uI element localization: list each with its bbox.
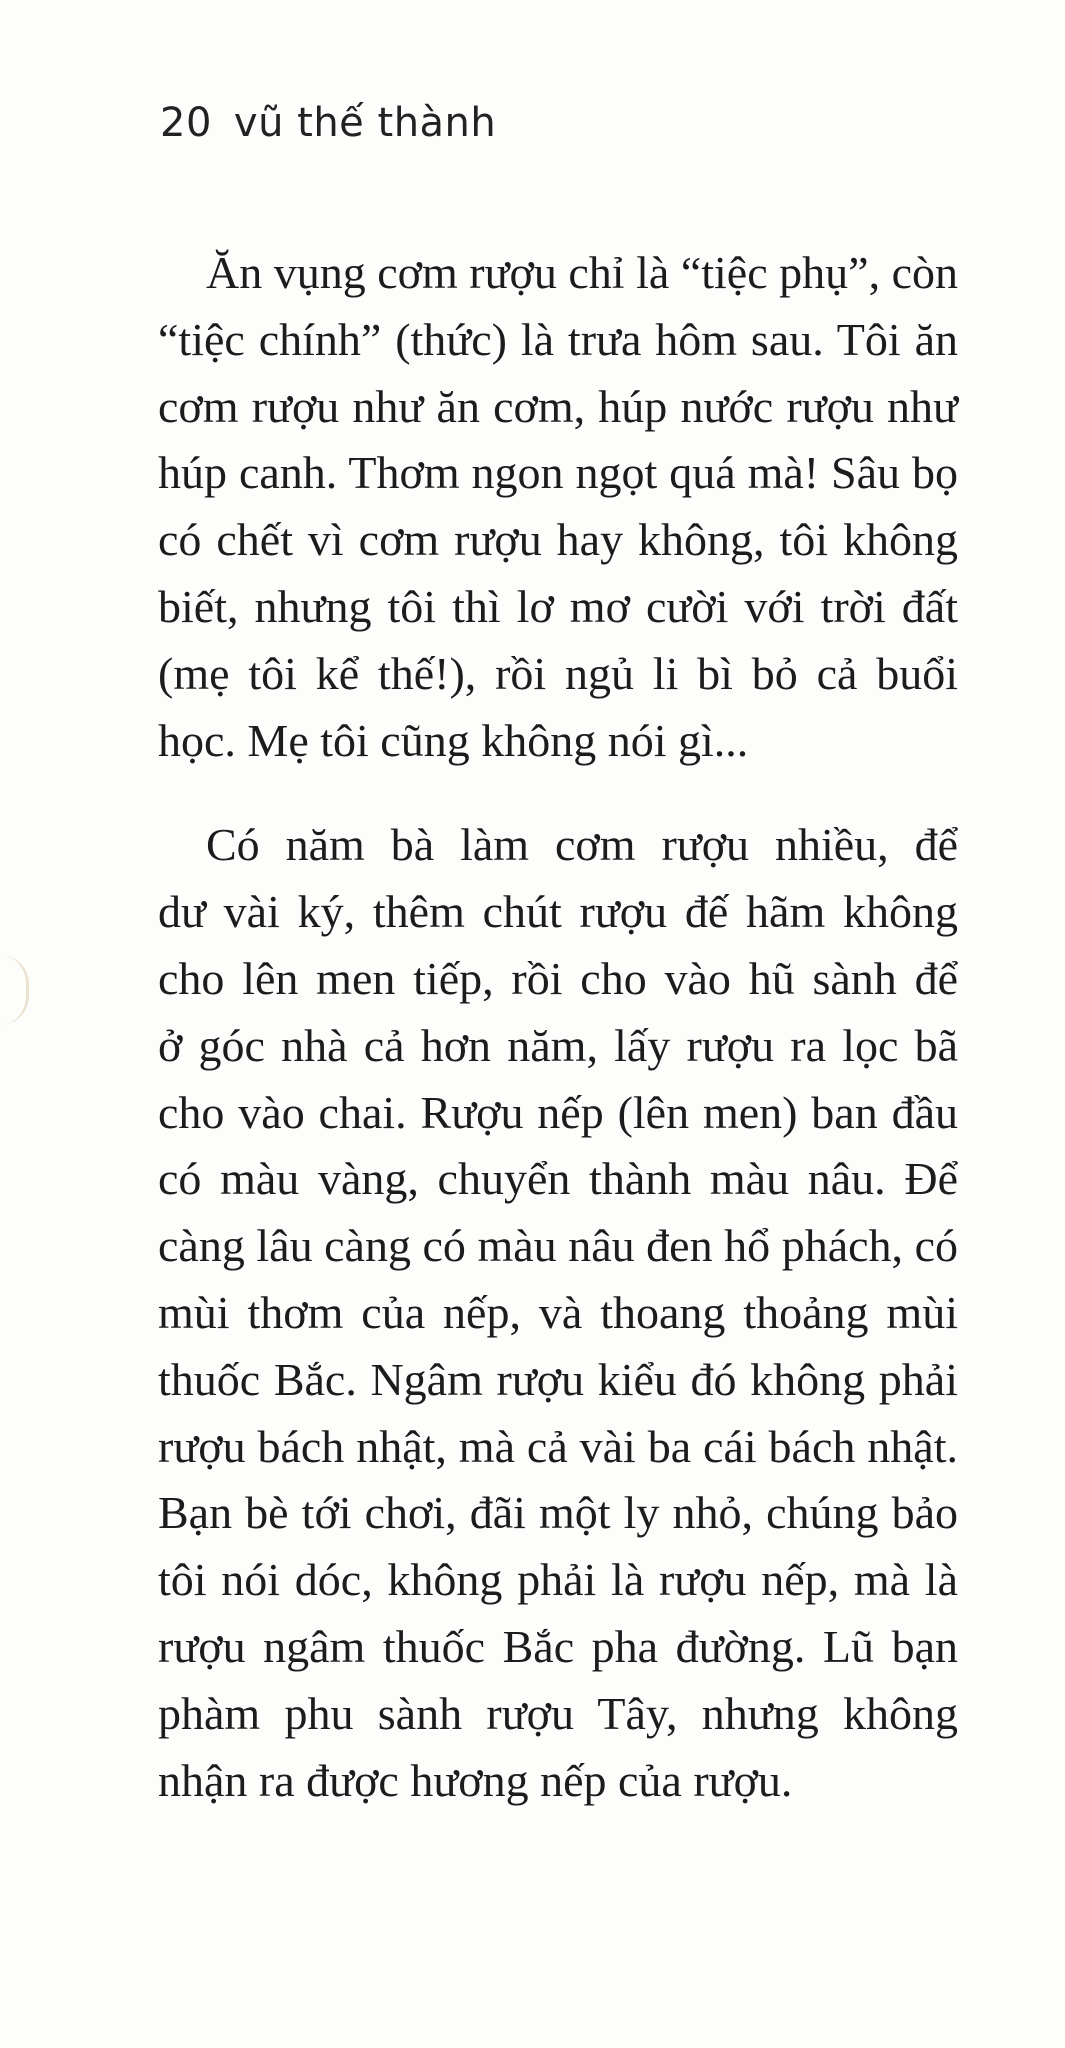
text-line: có chết vì cơm rượu hay không, tôi không [158, 514, 958, 566]
text-line: có màu vàng, chuyển thành màu nâu. Để [158, 1153, 958, 1205]
author-name: vũ thế thành [233, 100, 497, 146]
text-line: rượu bách nhật, mà cả vài ba cái bách nhật. [158, 1420, 958, 1472]
text-line: phàm phu sành rượu Tây, nhưng không [158, 1687, 958, 1739]
text-line: Ăn vụng cơm rượu chỉ là “tiệc phụ”, còn [206, 247, 958, 298]
running-head [160, 100, 496, 146]
text-line: mùi thơm của nếp, và thoang thoảng mùi [158, 1286, 958, 1338]
text-line: Bạn bè tới chơi, đãi một ly nhỏ, chúng bảo [158, 1487, 958, 1539]
text-line: càng lâu càng có màu nâu đen hổ phách, có [158, 1220, 958, 1272]
paragraph-1 [158, 240, 958, 774]
paragraph-2 [158, 812, 958, 1814]
text-line: ở góc nhà cả hơn năm, lấy rượu ra lọc bã [158, 1019, 958, 1071]
text-line: tôi nói dóc, không phải là rượu nếp, mà là [158, 1554, 958, 1606]
text-line: biết, nhưng tôi thì lơ mơ cười với trời đất [158, 580, 958, 632]
text-line: húp canh. Thơm ngon ngọt quá mà! Sâu bọ [158, 447, 958, 499]
text-line: cho vào chai. Rượu nếp (lên men) ban đầu [158, 1086, 958, 1138]
text-line: dư vài ký, thêm chút rượu đế hãm không [158, 886, 958, 938]
text-line: nhận ra được hương nếp của rượu. [158, 1754, 793, 1806]
text-line: Có năm bà làm cơm rượu nhiều, để [206, 819, 958, 871]
text-line: “tiệc chính” (thức) là trưa hôm sau. Tôi ăn [158, 313, 958, 365]
text-line: thuốc Bắc. Ngâm rượu kiểu đó không phải [158, 1353, 958, 1405]
page-number: 20 [160, 100, 212, 146]
body-text [158, 240, 958, 1814]
text-line: cơm rượu như ăn cơm, húp nước rượu như [158, 380, 958, 432]
text-line: rượu ngâm thuốc Bắc pha đường. Lũ bạn [158, 1620, 958, 1672]
text-line: học. Mẹ tôi cũng không nói gì... [158, 714, 749, 766]
page-edge-mark [0, 955, 29, 1025]
text-line: (mẹ tôi kể thế!), rồi ngủ li bì bỏ cả buổi [158, 647, 958, 699]
text-line: cho lên men tiếp, rồi cho vào hũ sành để [158, 952, 958, 1004]
